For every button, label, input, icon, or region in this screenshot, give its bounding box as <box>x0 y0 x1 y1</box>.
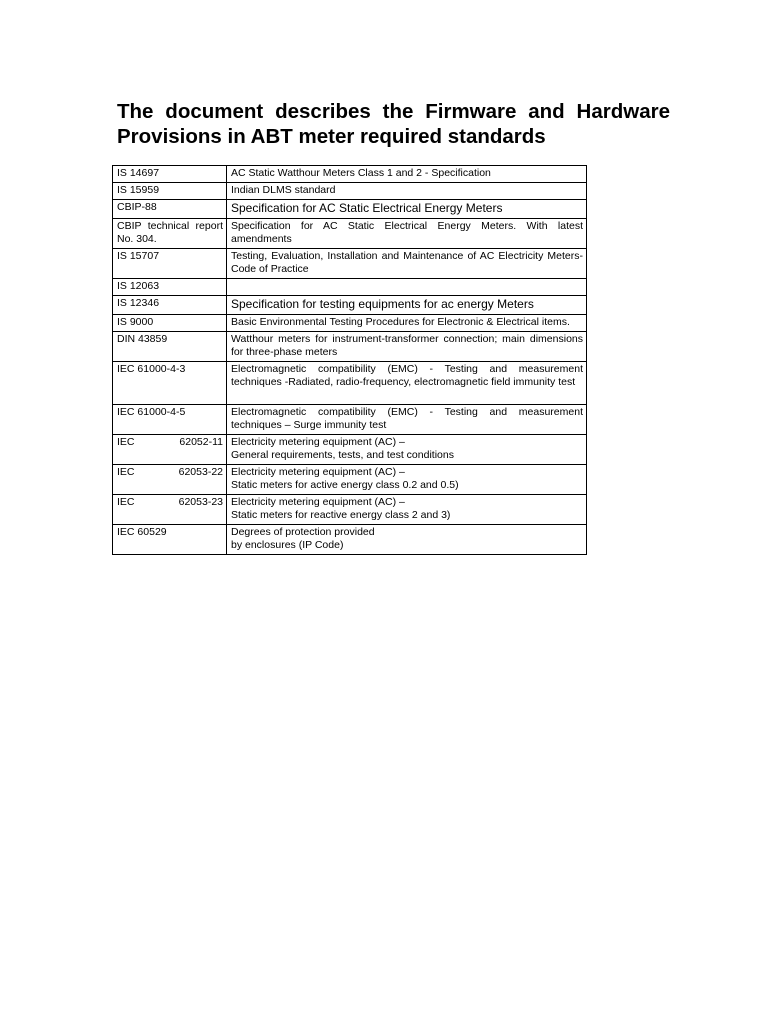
standard-code-prefix: IEC <box>117 466 135 478</box>
table-row <box>113 200 587 219</box>
standards-table <box>112 165 587 555</box>
standard-code: IS 12063 <box>113 279 227 296</box>
table-row <box>113 465 587 495</box>
description-line: Static meters for reactive energy class 2 and 3) <box>231 509 451 521</box>
standard-code <box>113 495 227 525</box>
standard-description <box>227 435 587 465</box>
standard-code: DIN 43859 <box>113 332 227 362</box>
description-line: Electricity metering equipment (AC) – <box>231 436 405 448</box>
standard-description <box>227 279 587 296</box>
standard-description: Basic Environmental Testing Procedures for Electronic & Electrical items. <box>227 315 587 332</box>
standard-code: IEC 60529 <box>113 525 227 555</box>
standard-code-number: 62052-11 <box>179 436 223 448</box>
table-row <box>113 495 587 525</box>
standard-description <box>227 525 587 555</box>
standard-code <box>113 435 227 465</box>
standard-description: Electromagnetic compatibility (EMC) - Testing and measurement techniques -Radiated, radio-frequency, electromagnetic field immunity test <box>227 362 587 405</box>
description-line: Static meters for active energy class 0.2 and 0.5) <box>231 479 459 491</box>
standard-code: CBIP-88 <box>113 200 227 219</box>
standard-code: IS 14697 <box>113 166 227 183</box>
document-title: The document describes the Firmware and Hardware Provisions in ABT meter required standards <box>117 100 670 148</box>
standard-code: IS 15959 <box>113 183 227 200</box>
standard-code-prefix: IEC <box>117 496 135 508</box>
table-row <box>113 315 587 332</box>
table-row <box>113 279 587 296</box>
standard-description: Indian DLMS standard <box>227 183 587 200</box>
table-row <box>113 435 587 465</box>
standard-code: IEC 61000-4-3 <box>113 362 227 405</box>
description-line: by enclosures (IP Code) <box>231 539 344 551</box>
standard-description <box>227 495 587 525</box>
standard-description <box>227 465 587 495</box>
standard-description: Electromagnetic compatibility (EMC) - Testing and measurement techniques – Surge immunity test <box>227 405 587 435</box>
standard-code: IS 15707 <box>113 249 227 279</box>
table-row <box>113 362 587 405</box>
description-line: Electricity metering equipment (AC) – <box>231 496 405 508</box>
description-line: General requirements, tests, and test conditions <box>231 449 454 461</box>
table-row <box>113 183 587 200</box>
standard-code: IS 9000 <box>113 315 227 332</box>
standard-code-number: 62053-22 <box>178 466 223 478</box>
table-row <box>113 525 587 555</box>
standard-description: Specification for testing equipments for ac energy Meters <box>227 296 587 315</box>
standard-code: IEC 61000-4-5 <box>113 405 227 435</box>
standard-description: Watthour meters for instrument-transformer connection; main dimensions for three-phase meters <box>227 332 587 362</box>
table-row <box>113 296 587 315</box>
table-row <box>113 166 587 183</box>
standard-description: Testing, Evaluation, Installation and Maintenance of AC Electricity Meters- Code of Practice <box>227 249 587 279</box>
standard-code-prefix: IEC <box>117 436 135 448</box>
standard-description: Specification for AC Static Electrical Energy Meters. With latest amendments <box>227 219 587 249</box>
standard-description: Specification for AC Static Electrical Energy Meters <box>227 200 587 219</box>
table-row <box>113 332 587 362</box>
standard-code: IS 12346 <box>113 296 227 315</box>
description-line: Electricity metering equipment (AC) – <box>231 466 405 478</box>
table-row <box>113 249 587 279</box>
table-row <box>113 219 587 249</box>
standard-code-number: 62053-23 <box>178 496 223 508</box>
description-line: Degrees of protection provided <box>231 526 375 538</box>
standard-description: AC Static Watthour Meters Class 1 and 2 - Specification <box>227 166 587 183</box>
standard-code: CBIP technical report No. 304. <box>113 219 227 249</box>
standard-code <box>113 465 227 495</box>
table-row <box>113 405 587 435</box>
